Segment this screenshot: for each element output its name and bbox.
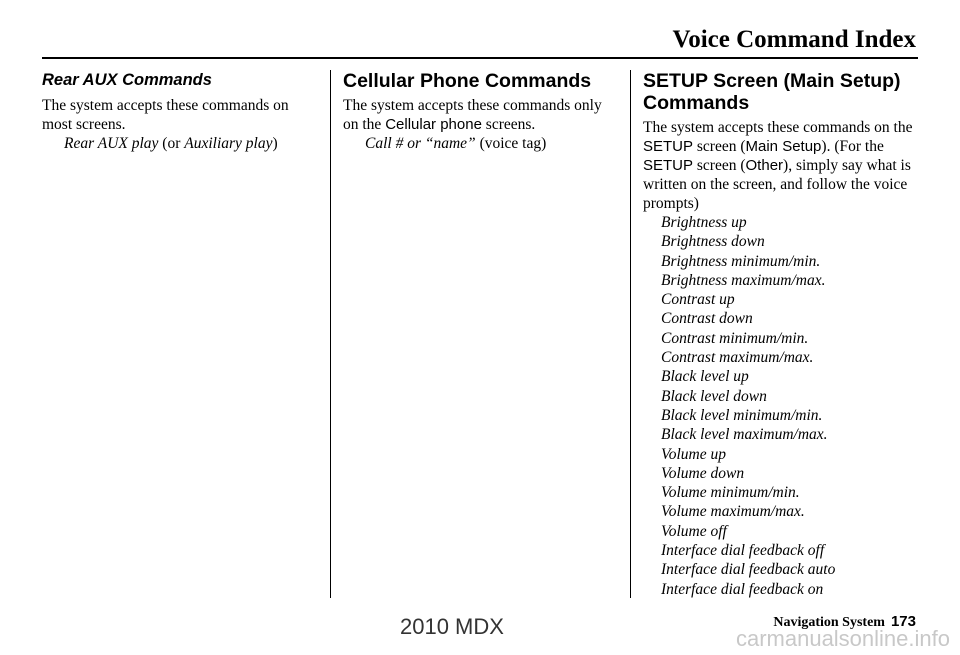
cellular-heading: Cellular Phone Commands [343, 70, 592, 92]
list-item: Black level down [661, 387, 767, 405]
model-label: 2010 MDX [400, 614, 504, 639]
page-title: Voice Command Index [672, 26, 916, 53]
list-item: Black level maximum/max. [661, 426, 828, 444]
setup-intro-2: screen ( [693, 138, 746, 155]
list-item: Interface dial feedback auto [661, 561, 836, 579]
cellular-intro [343, 96, 619, 134]
setup-intro [643, 118, 920, 213]
setup-intro-5: ), simply say what is written on the screen, and follow the voice prompts) [643, 157, 911, 212]
setup-intro-other: Other [745, 157, 784, 174]
rear-aux-heading: Rear AUX Commands [42, 71, 212, 89]
list-item: Contrast down [661, 310, 753, 328]
list-item: Brightness down [661, 233, 765, 251]
rear-aux-cmd-close: ) [272, 135, 278, 152]
list-item: Contrast up [661, 291, 735, 309]
cellular-screen-name: Cellular phone [385, 116, 482, 133]
list-item: Interface dial feedback on [661, 580, 824, 598]
footer-section-name: Navigation System [773, 615, 885, 630]
rear-aux-command [42, 134, 318, 153]
column-divider-1 [330, 70, 331, 598]
setup-intro-setup: SETUP [643, 138, 694, 155]
setup-intro-4: screen ( [693, 157, 746, 174]
cellular-intro-a: The system accepts these commands only on the [343, 97, 602, 133]
cellular-section [343, 70, 619, 153]
rear-aux-cmd-main: Rear AUX play [64, 135, 159, 152]
setup-intro-1: The system accepts these commands on the [643, 119, 913, 136]
header-divider [42, 57, 918, 59]
list-item: Black level up [661, 368, 749, 386]
list-item: Volume off [661, 522, 727, 540]
cellular-cmd-main: Call # or “name” [365, 135, 476, 152]
column-divider-2 [630, 70, 631, 598]
rear-aux-intro: The system accepts these commands on most screens. [42, 97, 289, 133]
list-item: Contrast maximum/max. [661, 349, 814, 367]
list-item: Volume down [661, 464, 745, 482]
list-item: Black level minimum/min. [661, 406, 823, 424]
setup-section [643, 70, 920, 599]
cellular-cmd-note: (voice tag) [475, 135, 547, 152]
list-item: Contrast minimum/min. [661, 329, 809, 347]
setup-intro-3: ). (For the [821, 138, 884, 155]
setup-heading: SETUP Screen (Main Setup) Commands [643, 70, 901, 114]
list-item: Volume minimum/min. [661, 484, 800, 502]
list-item: Brightness maximum/max. [661, 271, 826, 289]
list-item: Brightness up [661, 214, 747, 231]
setup-command-list [643, 213, 920, 599]
setup-intro-setup2: SETUP [643, 157, 694, 174]
rear-aux-cmd-or: (or [158, 135, 185, 152]
cellular-intro-b: screens. [481, 116, 536, 133]
list-item: Interface dial feedback off [661, 542, 825, 560]
setup-intro-main-setup: Main Setup [745, 138, 822, 155]
watermark-text: carmanualsonline.info [735, 626, 950, 651]
rear-aux-section [42, 70, 318, 153]
list-item: Volume maximum/max. [661, 503, 805, 521]
page-number: 173 [890, 613, 916, 630]
cellular-command [343, 134, 619, 153]
rear-aux-cmd-alt: Auxiliary play [184, 135, 273, 152]
list-item: Brightness minimum/min. [661, 252, 821, 270]
list-item: Volume up [661, 445, 727, 463]
